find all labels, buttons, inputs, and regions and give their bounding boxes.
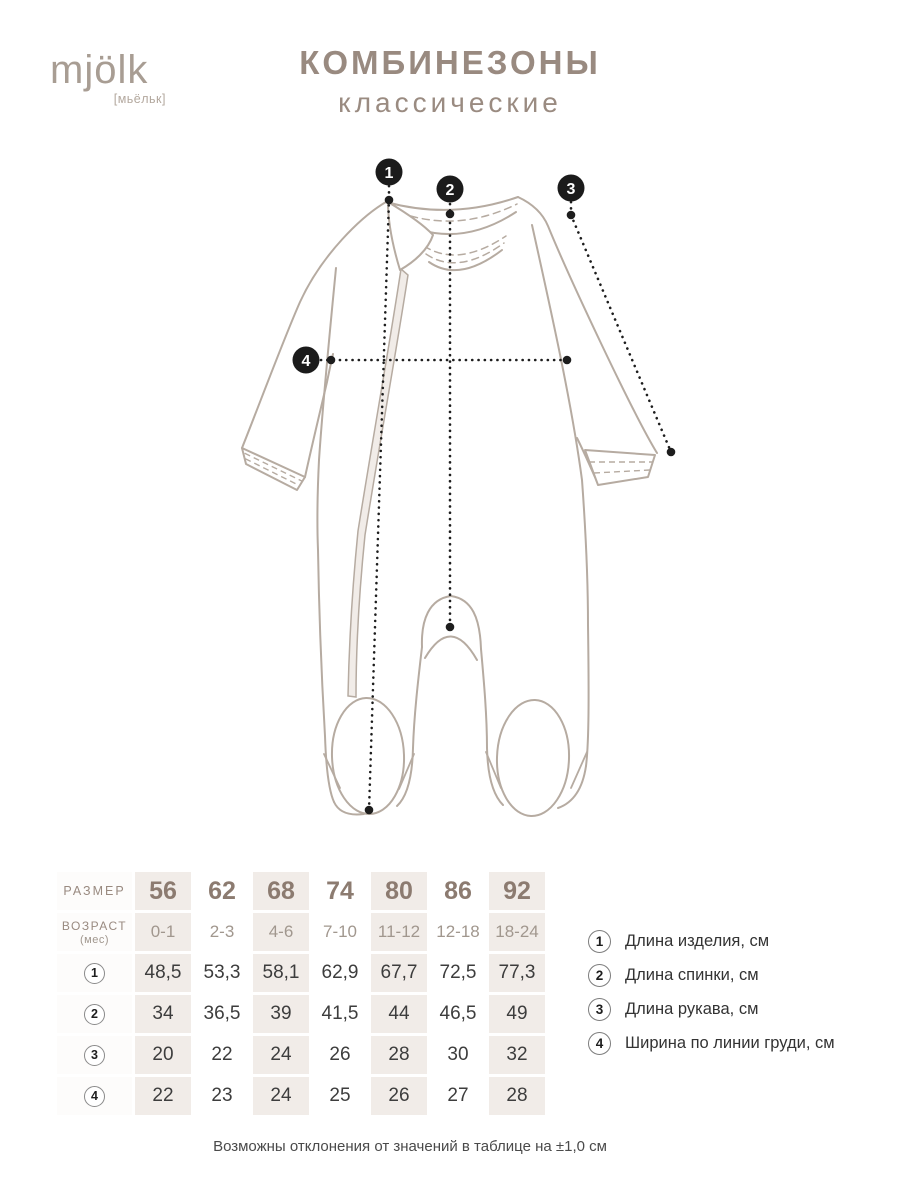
value-cell: 41,5 [321,1003,359,1024]
size-row-label: РАЗМЕР [63,884,126,898]
legend-item [588,930,835,953]
zipper-band [348,269,408,697]
value-cell: 22 [211,1044,233,1065]
value-cell: 30 [447,1044,469,1065]
value-cell: 20 [135,1036,191,1074]
value-cell: 22 [135,1077,191,1115]
size-cell: 56 [135,872,191,910]
value-cell: 44 [371,995,427,1033]
marker-2 [437,176,464,203]
size-table [57,872,545,1118]
size-cell: 86 [444,876,472,905]
legend-item [588,1032,835,1055]
marker-1 [376,159,403,186]
marker-4-number: 4 [301,353,311,370]
value-cell: 24 [253,1036,309,1074]
tolerance-footnote: Возможны отклонения от значений в таблице на ±1,0 см [213,1138,607,1155]
value-cell: 25 [329,1085,351,1106]
age-cell: 2-3 [209,922,235,941]
legend-item [588,964,835,987]
page-title: КОМБИНЕЗОНЫ [299,44,601,81]
row-number-badge: 3 [84,1045,105,1066]
value-cell: 39 [253,995,309,1033]
age-cell: 12-18 [436,922,480,941]
value-cell: 26 [371,1077,427,1115]
value-cell: 28 [489,1077,545,1115]
marker-1-number: 1 [384,165,394,182]
age-cell: 11-12 [371,913,427,951]
neck-flap [388,202,433,270]
measurement-legend [588,930,835,1066]
table-row-measure-2 [57,995,545,1033]
value-cell: 46,5 [439,1003,477,1024]
legend-number-badge: 2 [588,964,611,987]
marker-3 [558,175,585,202]
age-cell: 4-6 [253,913,309,951]
value-cell: 48,5 [135,954,191,992]
marker-4 [293,347,320,374]
table-row-measure-3 [57,1036,545,1074]
value-cell: 58,1 [253,954,309,992]
value-cell: 23 [211,1085,233,1106]
value-cell: 36,5 [203,1003,241,1024]
size-cell: 68 [253,872,309,910]
legend-number-badge: 4 [588,1032,611,1055]
row-number-badge: 4 [84,1086,105,1107]
value-cell: 49 [489,995,545,1033]
legend-label: Длина рукава, см [625,1000,759,1018]
brand-logo-text: mjölk [50,48,149,92]
size-cell: 92 [489,872,545,910]
value-cell: 24 [253,1077,309,1115]
brand-logo-transcription: [мьёльк] [113,92,166,106]
value-cell: 34 [135,995,191,1033]
table-row-measure-4 [57,1077,545,1115]
legend-label: Ширина по линии груди, см [625,1034,835,1052]
legend-item [588,998,835,1021]
value-cell: 53,3 [203,962,241,983]
legend-label: Длина изделия, см [625,932,770,950]
value-cell: 72,5 [439,962,477,983]
row-number-badge: 2 [84,1004,105,1025]
marker-2-number: 2 [445,182,455,199]
value-cell: 62,9 [321,962,359,983]
brand-logo [50,48,166,106]
marker-3-number: 3 [566,181,576,198]
sleeve-cuffs [242,448,655,490]
garment-diagram [200,150,700,850]
size-cell: 80 [371,872,427,910]
value-cell: 67,7 [371,954,427,992]
legend-number-badge: 3 [588,998,611,1021]
value-cell: 32 [489,1036,545,1074]
age-cell: 18-24 [489,913,545,951]
table-row-measure-1 [57,954,545,992]
value-cell: 77,3 [489,954,545,992]
age-row-label: ВОЗРАСТ [61,918,128,933]
legend-number-badge: 1 [588,930,611,953]
age-cell: 0-1 [135,913,191,951]
size-cell: 74 [326,876,354,905]
size-cell: 62 [208,876,236,905]
page-title-block [150,44,750,119]
table-row-sizes [57,872,545,910]
age-row-unit: (мес) [79,933,109,946]
age-cell: 7-10 [322,922,358,941]
table-row-ages [57,913,545,951]
value-cell: 26 [329,1044,351,1065]
page-subtitle: классические [338,87,562,118]
value-cell: 27 [447,1085,469,1106]
row-number-badge: 1 [84,963,105,984]
garment-feet [330,697,571,817]
legend-label: Длина спинки, см [625,966,759,984]
value-cell: 28 [371,1036,427,1074]
